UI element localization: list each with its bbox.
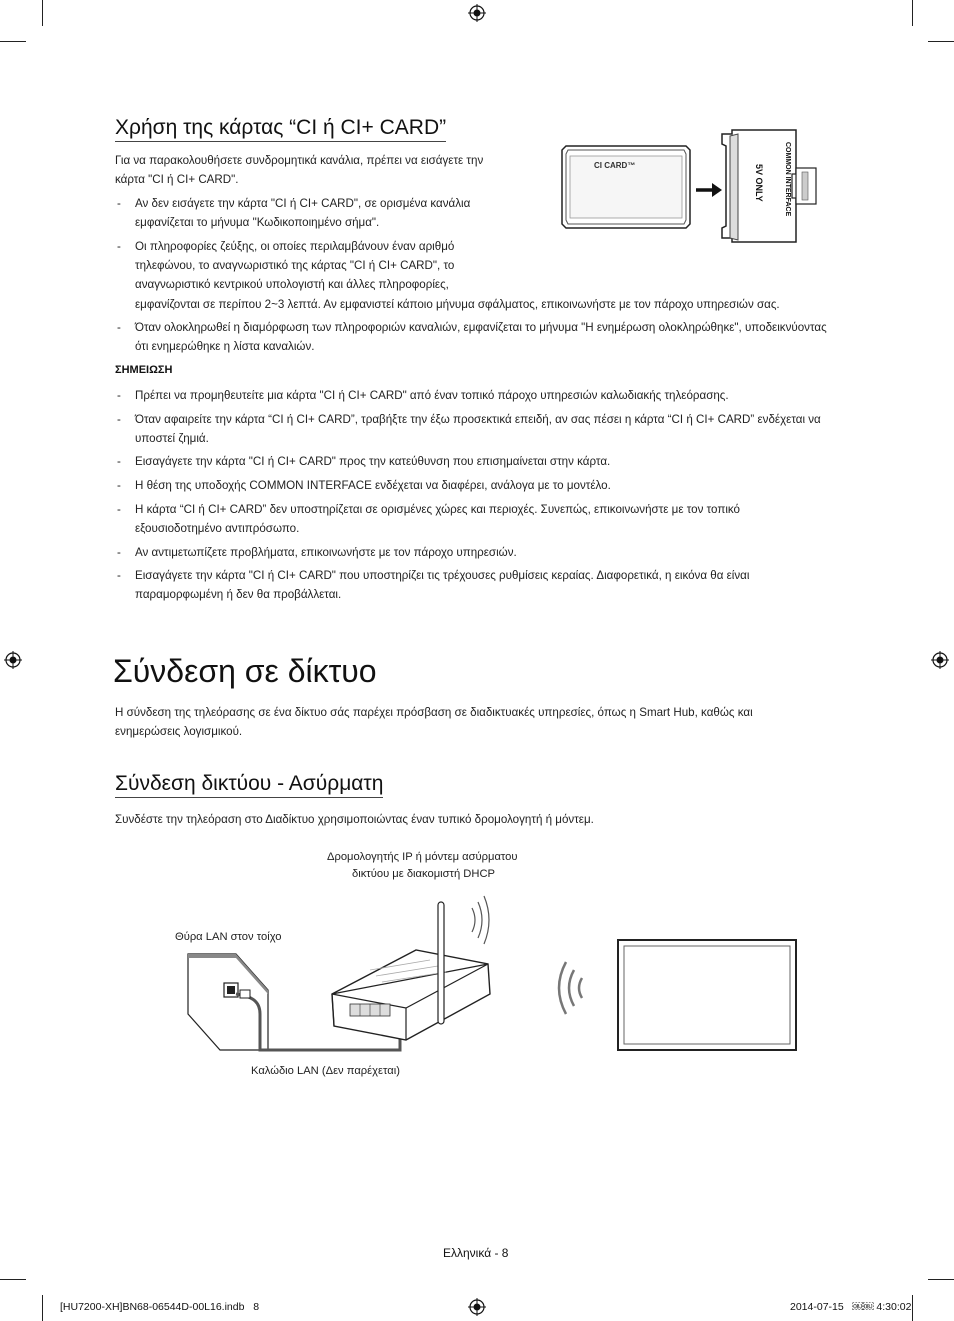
- slot-label-5v-only: 5V ONLY: [754, 164, 764, 202]
- tv-icon: [618, 940, 796, 1050]
- note-item: - Η θέση της υποδοχής COMMON INTERFACE ενδέχεται να διαφέρει, ανάλογα με το μοντέλο.: [117, 479, 611, 492]
- page-title-network: Σύνδεση σε δίκτυο: [113, 653, 377, 689]
- note-item: - Εισαγάγετε την κάρτα "CI ή CI+ CARD" προς την κατεύθυνση που επισημαίνεται στην κάρτα.: [117, 455, 611, 468]
- print-timestamp: 2014-07-15 ￼￼ 4:30:02: [790, 1301, 912, 1313]
- registration-mark-icon: [468, 4, 486, 22]
- ci-bullet: - Όταν ολοκληρωθεί η διαμόρφωση των πληροφοριών καναλιών, εμφανίζεται το μήνυμα "Η ενημέρωση ολοκληρώθηκε", υποδεικνύοντας ότι ενημερώθηκε η λίστα καναλιών.: [117, 321, 827, 353]
- note-item: - Πρέπει να προμηθευτείτε μια κάρτα "CI ή CI+ CARD" από έναν τοπικό πάροχο υπηρεσιών καλωδιακής τηλεόρασης.: [117, 389, 729, 402]
- crop-mark: [42, 0, 43, 26]
- crop-mark: [912, 1295, 913, 1321]
- crop-mark: [928, 1279, 954, 1280]
- network-intro: Η σύνδεση της τηλεόρασης σε ένα δίκτυο σάς παρέχει πρόσβαση σε διαδικτυακές υπηρεσίες, όπως η Smart Hub, καθώς και ενημερώσεις λογισμικού.: [115, 706, 753, 738]
- router-caption-line-2: δικτύου με διακομιστή DHCP: [352, 868, 495, 880]
- ci-card-illustration: [560, 128, 840, 250]
- note-heading: ΣΗΜΕΙΩΣΗ: [115, 364, 173, 376]
- ci-bullet: - Αν δεν εισάγετε την κάρτα "CI ή CI+ CARD", σε ορισμένα κανάλια εμφανίζεται το μήνυμα "Κωδικοποιημένο σήμα".: [117, 197, 471, 229]
- registration-mark-icon: [4, 651, 22, 669]
- registration-mark-icon: [931, 651, 949, 669]
- ci-intro: Για να παρακολουθήσετε συνδρομητικά κανάλια, πρέπει να εισάγετε την κάρτα "CI ή CI+ CARD".: [115, 154, 484, 186]
- file-name: [HU7200-XH]BN68-06544D-00L16.indb 8: [60, 1301, 260, 1313]
- ci-bullet-continuation: εμφανίζονται σε περίπου 2~3 λεπτά. Αν εμφανιστεί κάποιο μήνυμα σφάλματος, επικοινωνήστε με τον πάροχο υπηρεσιών σας.: [135, 298, 780, 311]
- crop-mark: [0, 41, 26, 42]
- note-item: - Αν αντιμετωπίζετε προβλήματα, επικοινωνήστε με τον πάροχο υπηρεσιών.: [117, 546, 517, 559]
- wireless-network-diagram: [180, 890, 800, 1060]
- section-title-ci-card: Χρήση της κάρτας “CI ή CI+ CARD”: [115, 116, 446, 142]
- note-item: - Εισαγάγετε την κάρτα "CI ή CI+ CARD" που υποστηρίζει τις τρέχουσες ρυθμίσεις κεραίας. Διαφορετικά, η εικόνα θα είναι παραμορφωμένη ή δεν θα προβάλλεται.: [117, 569, 750, 601]
- crop-mark: [0, 1279, 26, 1280]
- crop-mark: [928, 41, 954, 42]
- registration-mark-icon: [468, 1298, 486, 1316]
- crop-mark: [42, 1295, 43, 1321]
- wireless-intro: Συνδέστε την τηλεόραση στο Διαδίκτυο χρησιμοποιώντας έναν τυπικό δρομολογητή ή μόντεμ.: [115, 813, 594, 826]
- wifi-signal-icon: [559, 962, 582, 1014]
- note-item: - Όταν αφαιρείτε την κάρτα “CI ή CI+ CARD”, τραβήξτε την έξω προσεκτικά επειδή, αν σας πέσει η κάρτα “CI ή CI+ CARD” ενδέχεται να υποστεί ζημιά.: [117, 413, 821, 445]
- lan-cable-caption: Καλώδιο LAN (Δεν παρέχεται): [251, 1065, 400, 1077]
- ci-card: [562, 146, 690, 228]
- note-item: - Η κάρτα “CI ή CI+ CARD” δεν υποστηρίζεται σε ορισμένες χώρες και περιοχές. Συνεπώς, επικοινωνήστε με τον τοπικό εξουσιοδοτημένο αντιπρόσωπο.: [117, 503, 741, 535]
- arrow-right-icon: [696, 183, 722, 197]
- ci-bullet: - Οι πληροφορίες ζεύξης, οι οποίες περιλαμβάνουν έναν αριθμό τηλεφώνου, το αναγνωριστικό της κάρτας "CI ή CI+ CARD", το αναγνωριστικό κεντρικού υπολογιστή και άλλες πληροφορίες,: [117, 240, 455, 291]
- wifi-signal-icon: [472, 896, 489, 944]
- slot-label-common-interface: COMMON INTERFACE: [784, 142, 791, 217]
- page-number: Ελληνικά - 8: [443, 1246, 509, 1260]
- router-icon: [332, 902, 490, 1040]
- ci-card-label: CI CARD™: [594, 161, 636, 170]
- router-caption-line-1: Δρομολογητής IP ή μόντεμ ασύρματου: [327, 851, 518, 863]
- section-title-wireless: Σύνδεση δικτύου - Ασύρματη: [115, 772, 383, 798]
- crop-mark: [912, 0, 913, 26]
- wall-port-caption: Θύρα LAN στον τοίχο: [175, 931, 282, 943]
- common-interface-slot: [722, 130, 816, 242]
